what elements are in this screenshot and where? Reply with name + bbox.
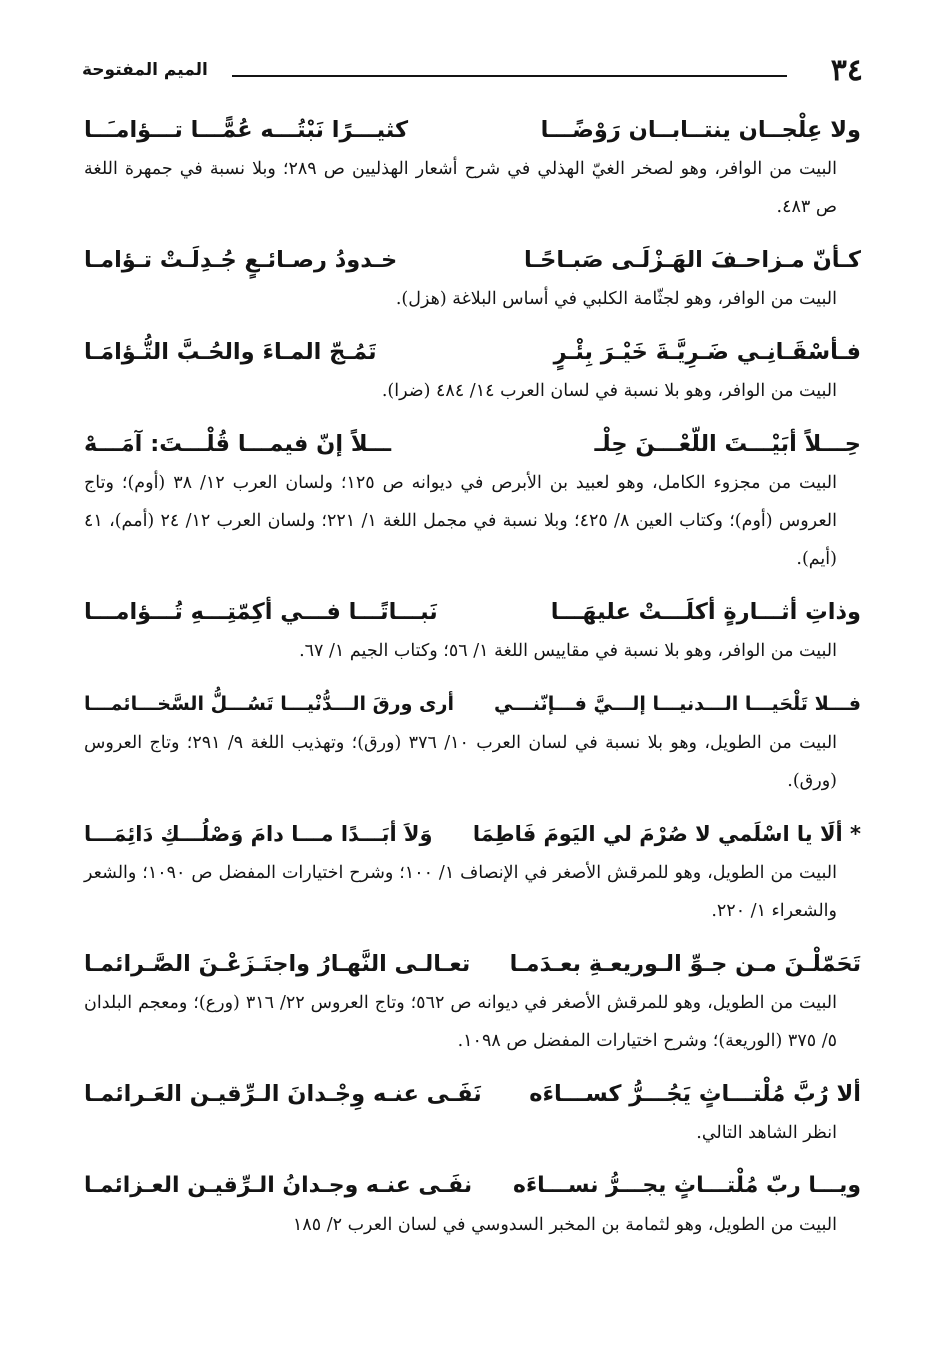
page-number: ٣٤	[830, 53, 863, 88]
verse-second-hemistich: خـدودُ رصـائـعٍ جُـدِلَـتْ تـؤامـا	[84, 247, 398, 273]
verse-second-hemistich: وَلاَ أبَـــدًا مـــا دامَ وَصْلُـــكِ دَائِمَـــا	[84, 822, 433, 846]
entry	[84, 424, 861, 578]
verse-note: البيت من الوافر، وهو لصخر الغيّ الهذلي في شرح أشعار الهذليين ص ٢٨٩؛ وبلا نسبة في جمهرة اللغة ص ٤٨٣.	[84, 159, 837, 217]
verse-first-hemistich: فـأسْقَـانِـي ضَـرِيَّـةَ خَيْـرَ بِئْـرٍ	[553, 339, 861, 365]
verse-first-hemistich: * ألَا يا اسْلَمي لا صُرْمَ لي اليَومَ فَاطِمَا	[472, 822, 861, 846]
verse-second-hemistich: نَفَـى عنـه وِجْـدانَ الـرِّقيـن العَـرائمـا	[84, 1081, 482, 1107]
verse-note: البيت من الطويل، وهو بلا نسبة في لسان العرب ١٠/ ٣٧٦ (ورق)؛ وتهذيب اللغة ٩/ ٢٩١؛ وتاج العروس (ورق).	[84, 733, 838, 791]
verse-second-hemistich: تعـالـى النَّهـارُ واجتَـزَعْـنَ الصَّـرائمـا	[84, 951, 471, 977]
verse-line	[84, 110, 861, 150]
verse-second-hemistich: كثيـــرًا نَبْتُـــه عُمًّـــا تـــؤامـَــا	[84, 117, 409, 143]
header-rule	[232, 75, 787, 77]
verse-second-hemistich: نفَـى عنـه وجـدانُ الـرِّقيـن العـزائمـا	[84, 1173, 473, 1198]
verse-line	[84, 684, 861, 724]
verse-line	[84, 1166, 861, 1206]
entry	[84, 1074, 861, 1152]
verse-second-hemistich: ـــلاً إنّ فيمـــا قُلْـــتَ: آمَـــهْ	[84, 431, 392, 457]
entry	[84, 814, 861, 930]
verse-line	[84, 1074, 861, 1114]
verse-second-hemistich: أرى ورقَ الـــدُّنْيـــا تَسُـــلُّ السَّخـــائمـــا	[84, 693, 454, 715]
verse-note: البيت من الطويل، وهو لثمامة بن المخبر السدوسي في لسان العرب ٢/ ١٨٥	[292, 1215, 837, 1235]
entry	[84, 592, 861, 670]
page-content	[84, 108, 861, 1258]
verse-note: البيت من الطويل، وهو للمرقش الأصغر في ديوانه ص ٥٦٢؛ وتاج العروس ٢٢/ ٣١٦ (ورع)؛ ومعجم البلدان ٥/ ٣٧٥ (الوريعة)؛ وشرح اختيارات المفضل ص ١٠٩٨.	[84, 993, 837, 1051]
verse-first-hemistich: وذاتِ أثـــارةٍ أكلَـــتْ عليهَـــا	[550, 599, 861, 625]
page-header	[82, 52, 863, 92]
entry	[84, 332, 861, 410]
verse-note: انظر الشاهد التالي.	[696, 1123, 837, 1143]
verse-first-hemistich: كـأنّ مـزاحـفَ الهَـزْلَـى صَبـاحًـا	[524, 247, 861, 273]
verse-line	[84, 592, 861, 632]
verse-first-hemistich: ولا عِلْجــان ينتــابــان رَوْضًـــا	[540, 117, 861, 143]
verse-first-hemistich: ويـــا ربّ مُلْتـــاثٍ يجـــرُّ نســـاءَه	[513, 1173, 861, 1198]
verse-first-hemistich: فـــلا تَلْحَيـــا الـــدنيـــا إلـــيَّ فـــإنّنـــي	[494, 693, 861, 715]
entry	[84, 110, 861, 226]
verse-first-hemistich: حِـــلاً أبَيْـــتَ اللّعْـــنَ حِلْـ	[594, 431, 861, 457]
verse-line	[84, 814, 861, 854]
verse-line	[84, 944, 861, 984]
entry	[84, 944, 861, 1060]
verse-note: البيت من الطويل، وهو للمرقش الأصغر في الإنصاف ١/ ١٠٠؛ وشرح اختيارات المفضل ص ١٠٩٠؛ والشعر والشعراء ١/ ٢٢٠.	[84, 863, 837, 921]
entry	[84, 240, 861, 318]
running-title: الميم المفتوحة	[82, 60, 208, 80]
verse-line	[84, 332, 861, 372]
verse-first-hemistich: ألا رُبَّ مُلْتـــاثٍ يَجُـــرُّ كســـاءَه	[529, 1081, 861, 1107]
verse-second-hemistich: نَبـــاتًـــا فـــي أكِمّتِـــهِ تُـــؤامـــا	[84, 599, 438, 625]
entry	[84, 684, 861, 800]
verse-note: البيت من الوافر، وهو بلا نسبة في مقاييس اللغة ١/ ٥٦؛ وكتاب الجيم ١/ ٦٧.	[299, 641, 837, 661]
verse-second-hemistich: تَمُـجّ المـاءَ والحُـبَّ التُّـؤامَـا	[84, 339, 377, 365]
verse-note: البيت من الوافر، وهو لجثّامة الكلبي في أساس البلاغة (هزل).	[395, 289, 837, 309]
verse-line	[84, 240, 861, 280]
verse-line	[84, 424, 861, 464]
verse-note: البيت من مجزوء الكامل، وهو لعبيد بن الأبرص في ديوانه ص ١٢٥؛ ولسان العرب ١٢/ ٣٨ (أوم)؛ وتاج العروس (أوم)؛ وكتاب العين ٨/ ٤٢٥؛ وبلا نسبة في مجمل اللغة ١/ ٢٢١؛ ولسان العرب ١٢/ ٢٤ (أمم)، ٤١ (أيم).	[84, 473, 837, 569]
verse-note: البيت من الوافر، وهو بلا نسبة في لسان العرب ١٤/ ٤٨٤ (ضرا).	[381, 381, 837, 401]
entry	[84, 1166, 861, 1244]
verse-first-hemistich: تَحَمّلْـنَ مـن جـوِّ الـوريعـةِ بعـدَمـا	[509, 951, 861, 977]
